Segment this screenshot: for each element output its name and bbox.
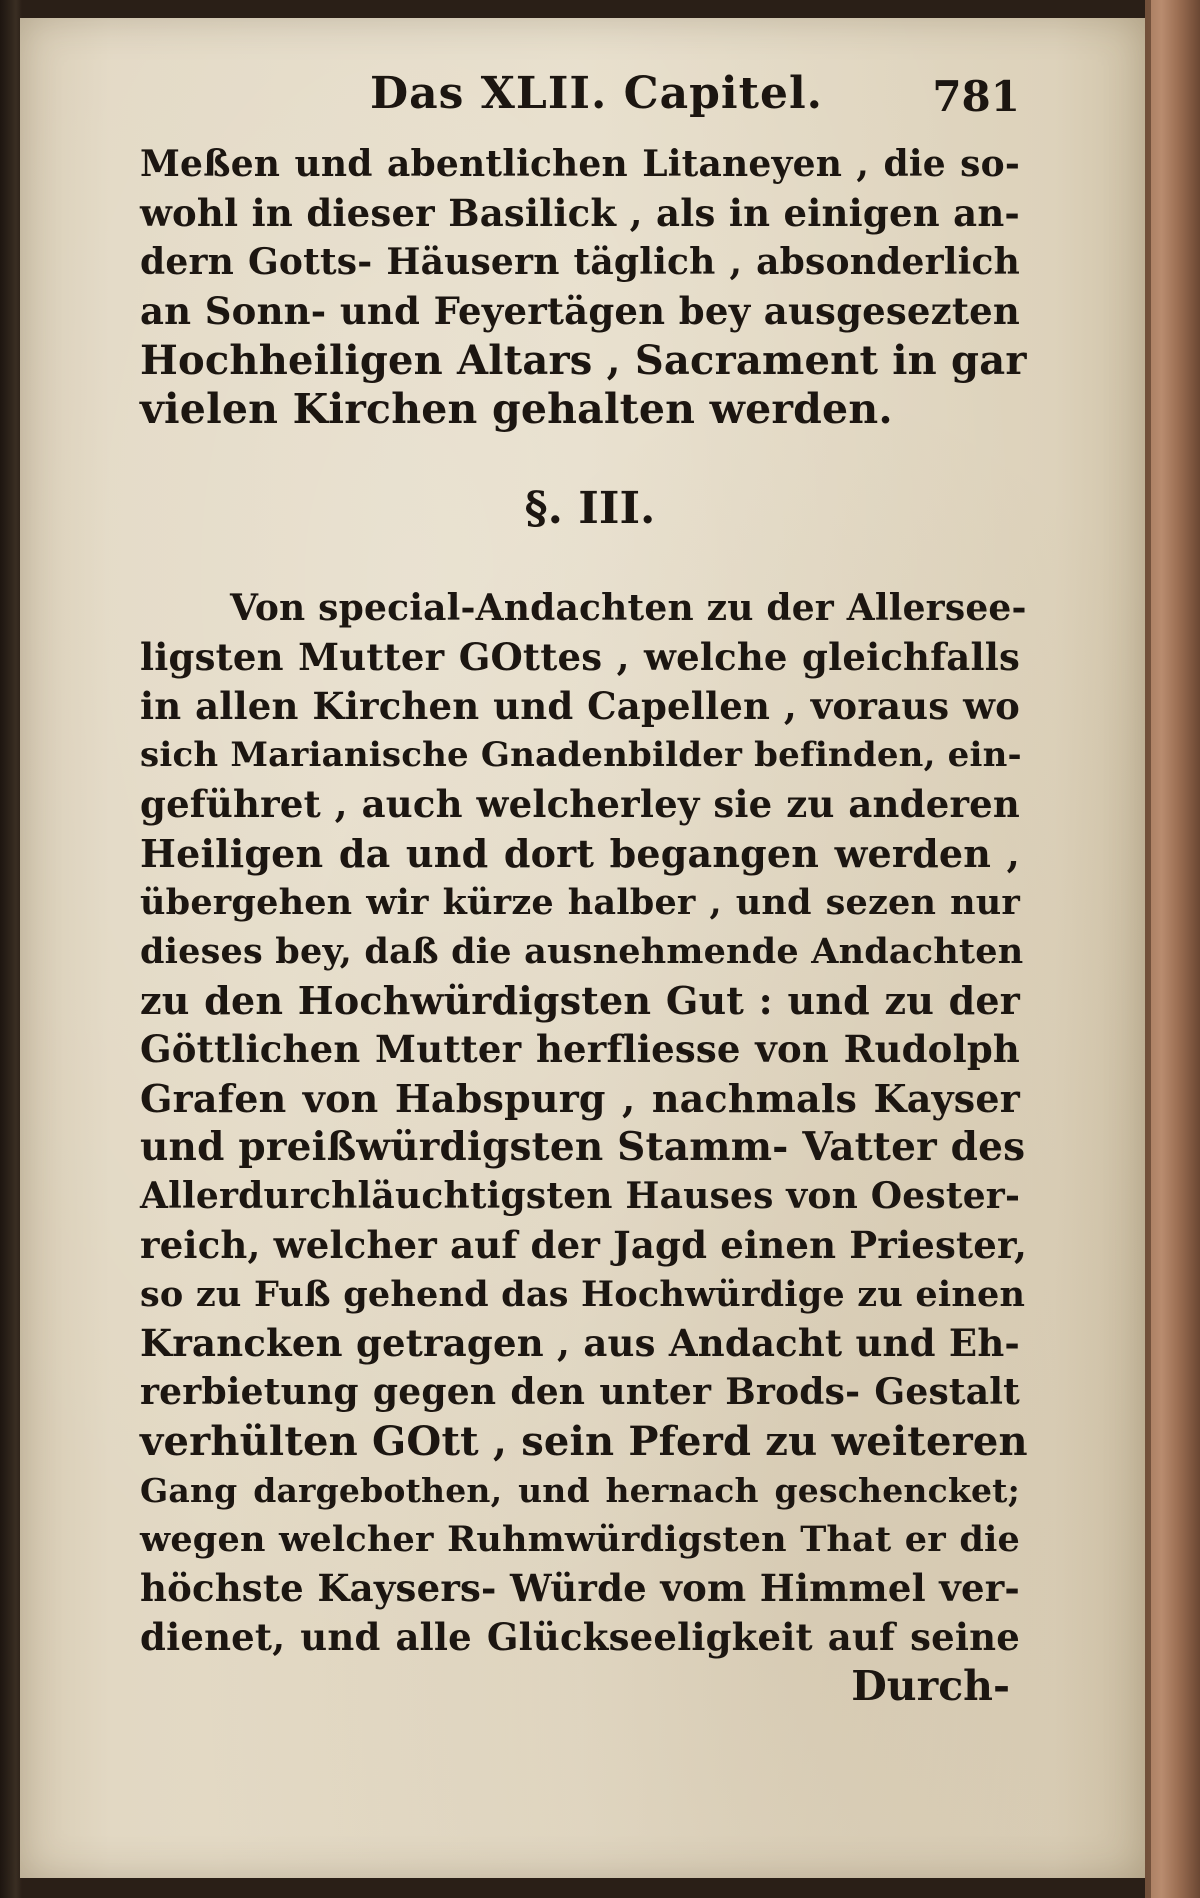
text-line: Göttlichen Mutter herfliesse von Rudolph — [140, 1027, 1020, 1071]
text-line: in allen Kirchen und Capellen , voraus wo — [140, 684, 1020, 728]
page-number: 781 — [932, 72, 1020, 121]
text-line: ligsten Mutter GOttes , welche gleichfalls — [140, 635, 1020, 679]
page-header — [140, 60, 1020, 140]
text-line: Meßen und abentlichen Litaneyen , die so- — [140, 143, 1020, 185]
text-line: höchste Kaysers- Würde vom Himmel ver- — [140, 1566, 1020, 1610]
text-line: vielen Kirchen gehalten werden. — [140, 385, 893, 433]
book-page — [20, 18, 1145, 1878]
running-title: Das XLII. Capitel. — [370, 68, 823, 119]
text-line: zu den Hochwürdigsten Gut : und zu der — [140, 978, 1020, 1023]
text-line: reich, welcher auf der Jagd einen Priester, — [140, 1223, 1028, 1267]
text-line: Gang dargebothen, und hernach geschencket; — [140, 1471, 1020, 1510]
catchword: Durch- — [851, 1662, 1010, 1710]
text-line: Krancken getragen , aus Andacht und Eh- — [140, 1321, 1020, 1365]
text-line: dieses bey, daß die ausnehmende Andachten — [140, 931, 1024, 972]
text-line: verhülten GOtt , sein Pferd zu weiteren — [140, 1418, 1028, 1465]
text-line: so zu Fuß gehend das Hochwürdige zu einen — [140, 1274, 1026, 1315]
text-line: wohl in dieser Basilick , als in einigen an- — [140, 191, 1020, 235]
text-line: Hochheiligen Altars , Sacrament in gar — [140, 337, 1027, 384]
text-line: übergehen wir kürze halber , und sezen nur — [140, 882, 1020, 923]
text-line: geführet , auch welcherley sie zu anderen — [140, 782, 1020, 826]
text-line: wegen welcher Ruhmwürdigsten That er die — [140, 1519, 1020, 1560]
paragraph-2 — [140, 584, 1028, 1662]
text-line: an Sonn- und Feyertägen bey ausgesezten — [140, 289, 1020, 333]
text-line: Heiligen da und dort begangen werden , — [140, 831, 1020, 876]
text-line: und preißwürdigsten Stamm- Vatter des — [140, 1124, 1026, 1170]
text-line: dienet, und alle Glückseeligkeit auf seine — [140, 1615, 1020, 1659]
text-line: Grafen von Habspurg , nachmals Kayser — [140, 1076, 1020, 1121]
page-text-block — [140, 60, 1028, 1711]
text-line: rerbietung gegen den unter Brods- Gestalt — [140, 1371, 1020, 1413]
section-heading: §. III. — [524, 483, 656, 534]
text-line: sich Marianische Gnadenbilder befinden, ein- — [140, 735, 1022, 775]
text-line: dern Gotts- Häusern täglich , absonderlich — [140, 241, 1020, 283]
paragraph-1 — [140, 140, 1027, 434]
page-edge-stack — [1145, 0, 1200, 1898]
text-line: Von special-Andachten zu der Allersee- — [230, 587, 1027, 629]
text-line: Allerdurchläuchtigsten Hauses von Oester- — [140, 1175, 1021, 1217]
